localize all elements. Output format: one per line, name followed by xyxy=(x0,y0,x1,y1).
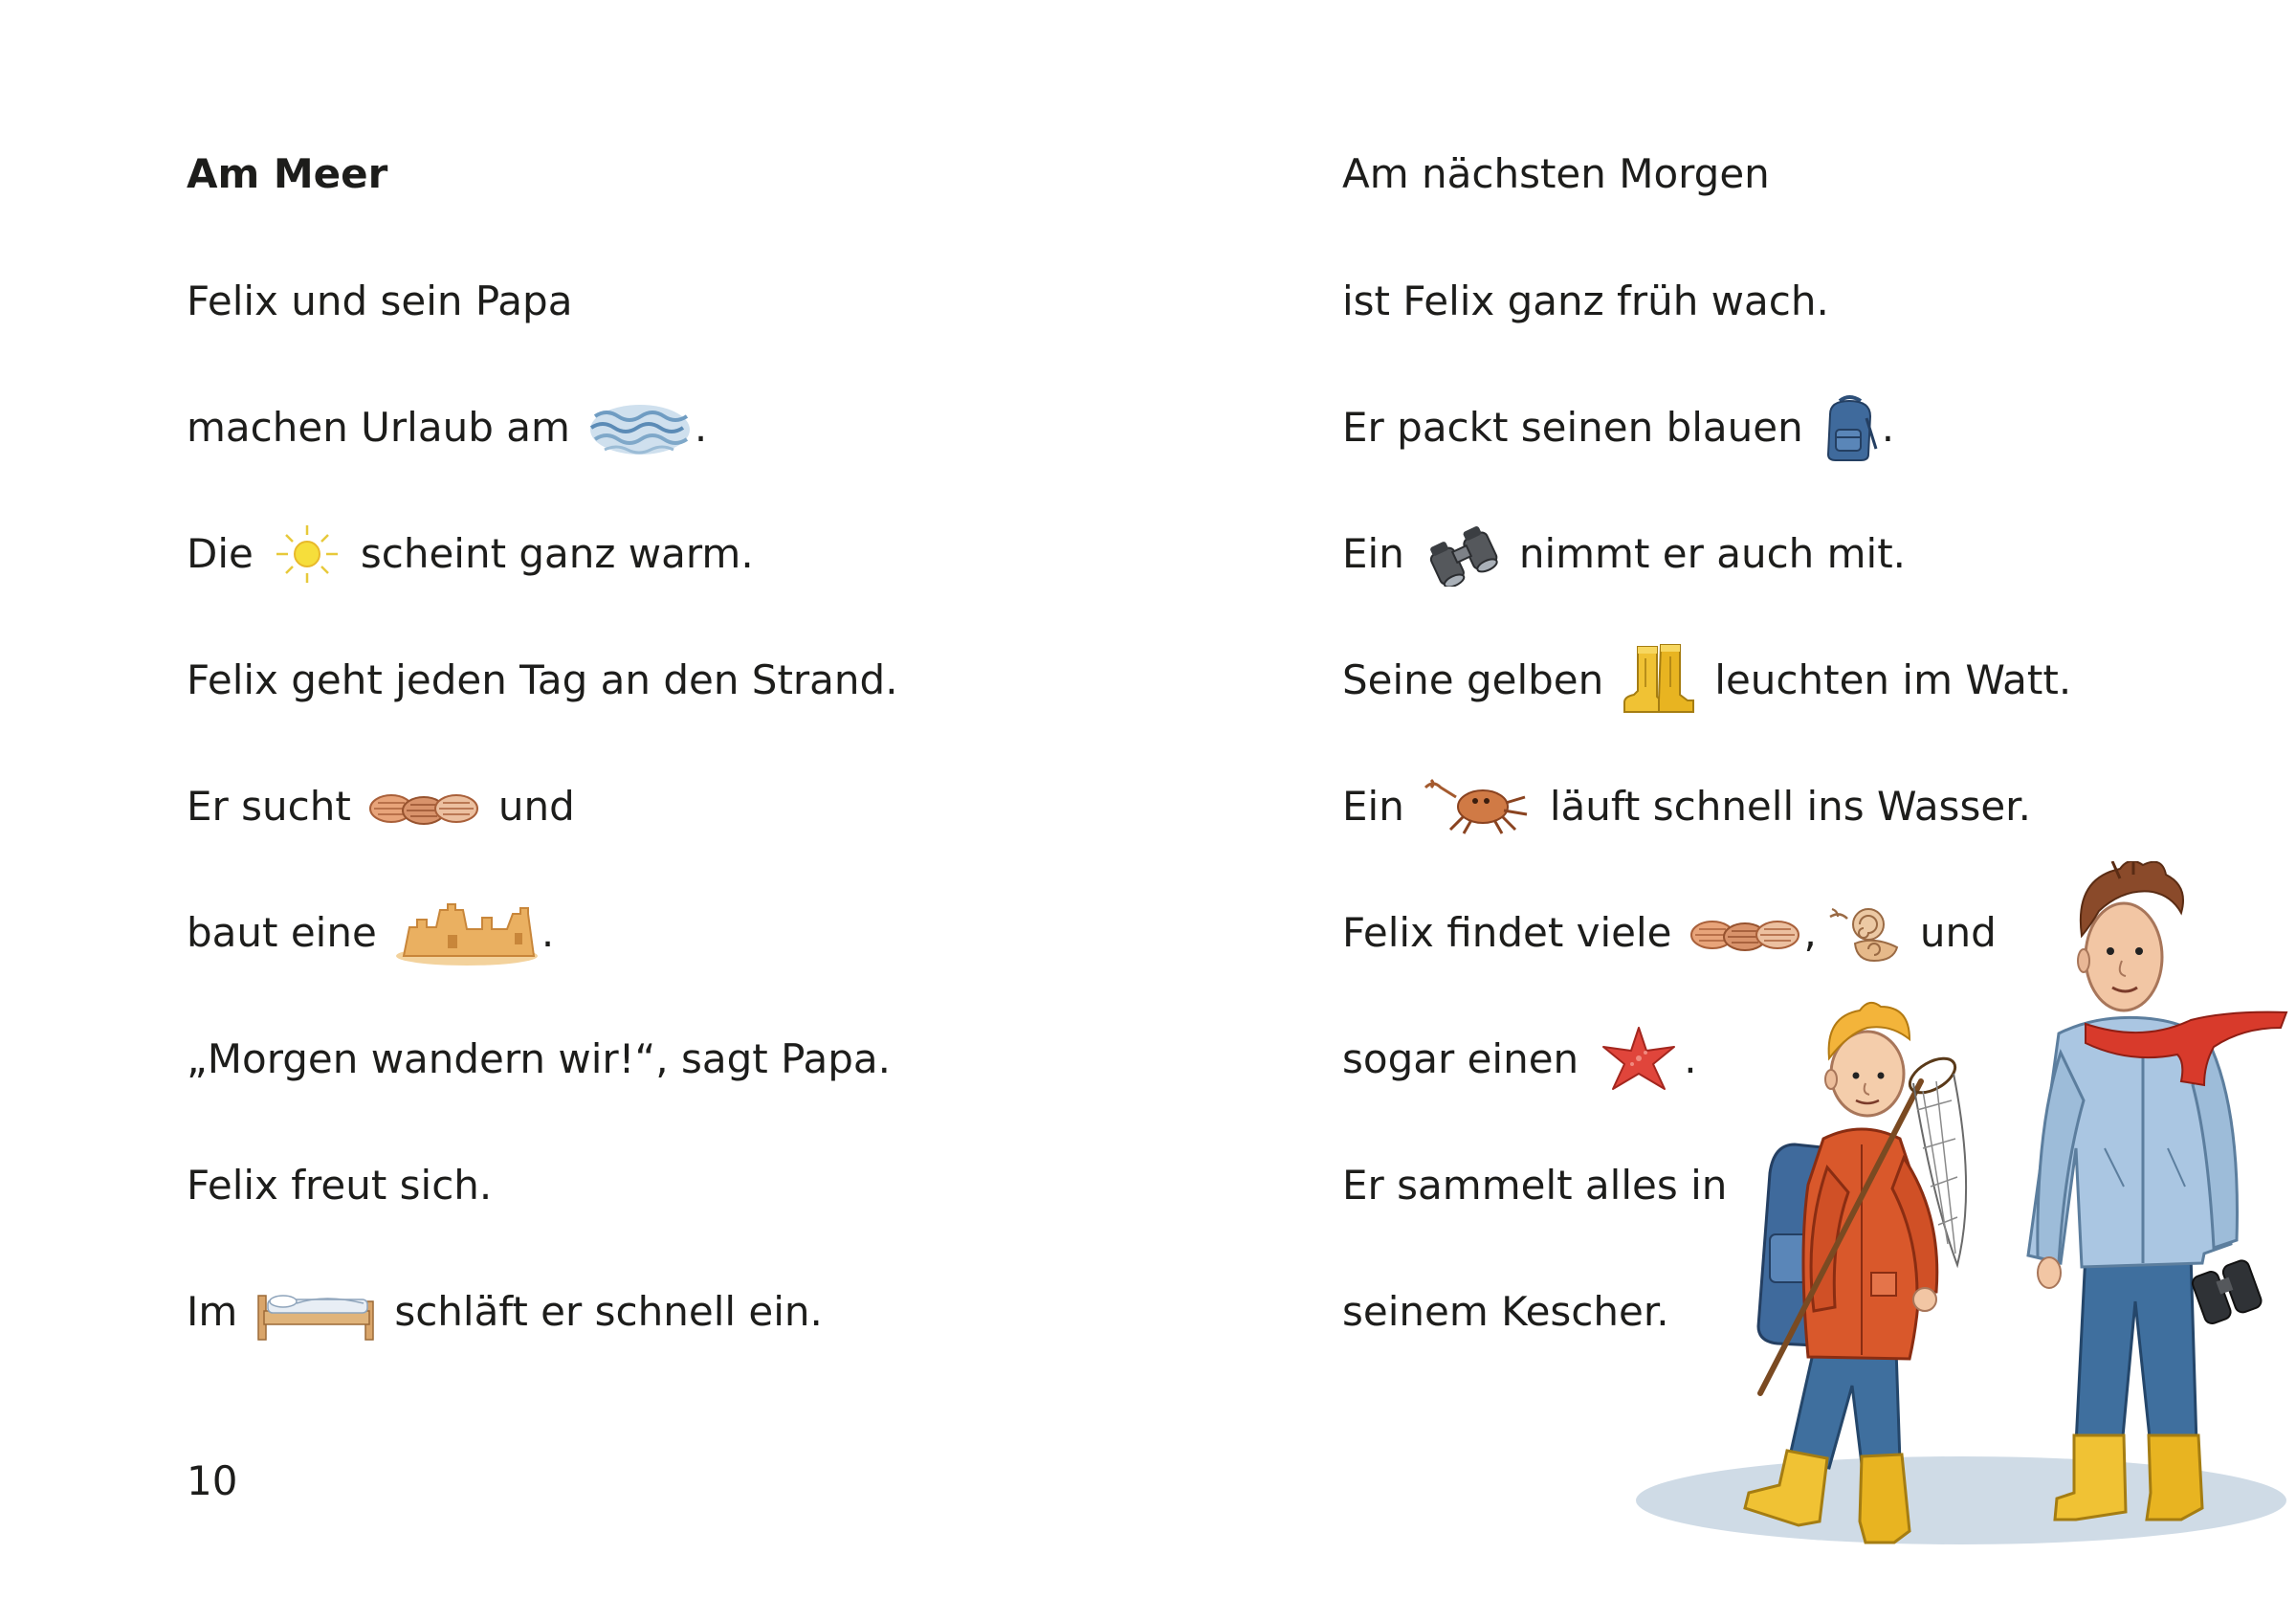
papa-figure xyxy=(2028,861,2286,1520)
sandcastle-icon xyxy=(394,900,540,966)
bed-icon xyxy=(254,1282,377,1342)
sun-icon xyxy=(271,523,343,585)
text-line: Im schläft er schnell ein. xyxy=(187,1283,823,1341)
text-line: Die scheint ganz warm. xyxy=(187,525,754,583)
text-line: Felix freut sich. xyxy=(187,1162,493,1209)
text-line: Felix findet viele , und xyxy=(1342,904,1997,962)
text-line: sogar einen . xyxy=(1342,1031,1697,1088)
text-line: Er sammelt alles in xyxy=(1342,1162,1728,1209)
text-line: Am nächsten Morgen xyxy=(1342,150,1770,197)
rubber-boots-icon xyxy=(1621,643,1697,718)
text-line: Seine gelben leuchten im Watt. xyxy=(1342,652,2071,709)
page-title: Am Meer xyxy=(187,150,388,197)
text-line: Ein nimmt er auch mit. xyxy=(1342,525,1906,583)
text-line: machen Urlaub am . xyxy=(187,399,707,456)
text-line: „Morgen wandern wir!“, sagt Papa. xyxy=(187,1035,892,1082)
binoculars-icon xyxy=(1422,522,1502,587)
sea-icon xyxy=(587,395,693,460)
text-line: ist Felix ganz früh wach. xyxy=(1342,278,1829,324)
page-number: 10 xyxy=(187,1457,238,1504)
crab-icon xyxy=(1422,776,1533,837)
text-line: Ein läuft schnell ins Wasser. xyxy=(1342,778,2031,835)
text-line: Felix geht jeden Tag an den Strand. xyxy=(187,656,898,703)
felix-and-papa-illustration-icon xyxy=(1626,861,2296,1550)
text-line: Felix und sein Papa xyxy=(187,278,573,324)
backpack-icon xyxy=(1821,391,1880,464)
text-line: baut eine . xyxy=(187,904,554,962)
shells-icon xyxy=(368,786,481,828)
text-line: Er packt seinen blauen . xyxy=(1342,399,1894,456)
text-line: Er sucht und xyxy=(187,783,575,830)
text-line: seinem Kescher. xyxy=(1342,1288,1669,1335)
